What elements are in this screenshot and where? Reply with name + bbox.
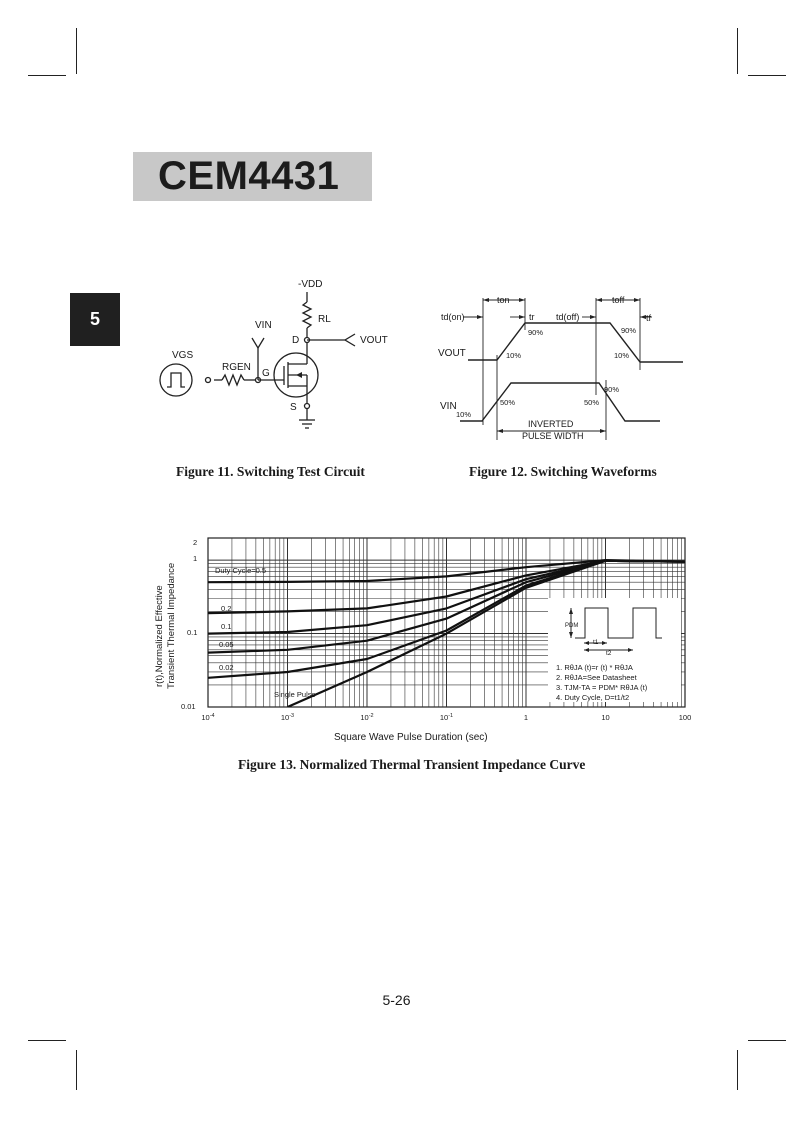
y-tick-label: 2 [193,538,198,547]
pct-label: 50% [500,398,516,407]
y-tick-label: 0.1 [187,628,198,637]
vout-wave-label: VOUT [438,348,466,359]
page-title: CEM4431 [158,154,340,198]
pct-label: 90% [604,385,620,394]
pct-label: 90% [621,326,637,335]
figure-11-caption: Figure 11. Switching Test Circuit [176,464,365,479]
t2-label: t2 [606,650,612,657]
pct-label: 10% [456,410,472,419]
x-tick-label: 10 [601,713,610,722]
section-tab: 5 [70,293,120,346]
x-tick-exponent: -4 [209,713,215,719]
curve-label: 0.1 [221,622,232,631]
t1-label: t1 [593,639,599,646]
tr-label: tr [529,312,535,322]
x-axis-label: Square Wave Pulse Duration (sec) [334,732,488,743]
inset-note: 3. TJM-TA = PDM* RθJA (t) [556,683,648,692]
vdd-label: -VDD [298,279,323,290]
inset-note: 1. RθJA (t)=r (t) * RθJA [556,663,633,672]
rl-label: RL [318,314,331,325]
x-tick-exponent: -1 [448,713,454,719]
pct-label: 90% [528,328,544,337]
gate-label: G [262,368,270,379]
figure-13-caption: Figure 13. Normalized Thermal Transient Impedance Curve [238,757,586,772]
x-tick-label: $10^{-2}$ [360,713,374,722]
vin-label: VIN [255,320,272,331]
x-tick-exponent: -3 [289,713,295,719]
pct-label: 10% [506,351,522,360]
x-tick-label: 1 [523,713,529,722]
vout-label: VOUT [360,335,388,346]
curve-label: 0.02 [219,663,234,672]
tf-label: tf [646,313,652,323]
curve-label: Single Pulse [274,690,316,699]
pct-label: 10% [614,351,630,360]
page-number: 5-26 [382,992,411,1008]
y-axis-label-line1: r(t),Normalized Effective [154,585,165,687]
curve-label: 0.05 [219,640,234,649]
pct-label: 50% [584,398,600,407]
vin-wave-label: VIN [440,401,457,412]
inset-note: 2. RθJA=See Datasheet [556,673,637,682]
vgs-label: VGS [172,350,194,361]
chart-tick-labels [201,713,691,722]
x-tick-label: $10^{-3}$ [280,713,295,722]
x-tick-exponent: -2 [368,713,374,719]
curve-label: 0.2 [221,604,232,613]
y-tick-label: 0.01 [181,702,196,711]
toff-label: toff [612,295,625,305]
x-tick-label: $10^{-4}$ [201,713,215,722]
drain-label: D [292,335,300,346]
tdoff-label: td(off) [556,312,580,322]
pulse-width-label: PULSE WIDTH [522,431,584,441]
source-label: S [290,402,297,413]
inverted-label: INVERTED [528,419,574,429]
y-tick-label: 1 [193,554,198,563]
x-tick-label: $10^{-1}$ [439,713,454,722]
curve-label: Duty Cycle=0.5 [215,566,267,575]
ton-label: ton [497,295,510,305]
pdm-label: PDM [565,623,579,629]
inset-note: 4. Duty Cycle, D=t1/t2 [556,693,630,702]
rgen-label: RGEN [222,362,251,373]
figure-12-caption: Figure 12. Switching Waveforms [469,464,657,479]
y-axis-label-line2: Transient Thermal Impedance [166,562,177,689]
tdon-label: td(on) [441,312,465,322]
x-tick-label: 100 [678,713,692,722]
